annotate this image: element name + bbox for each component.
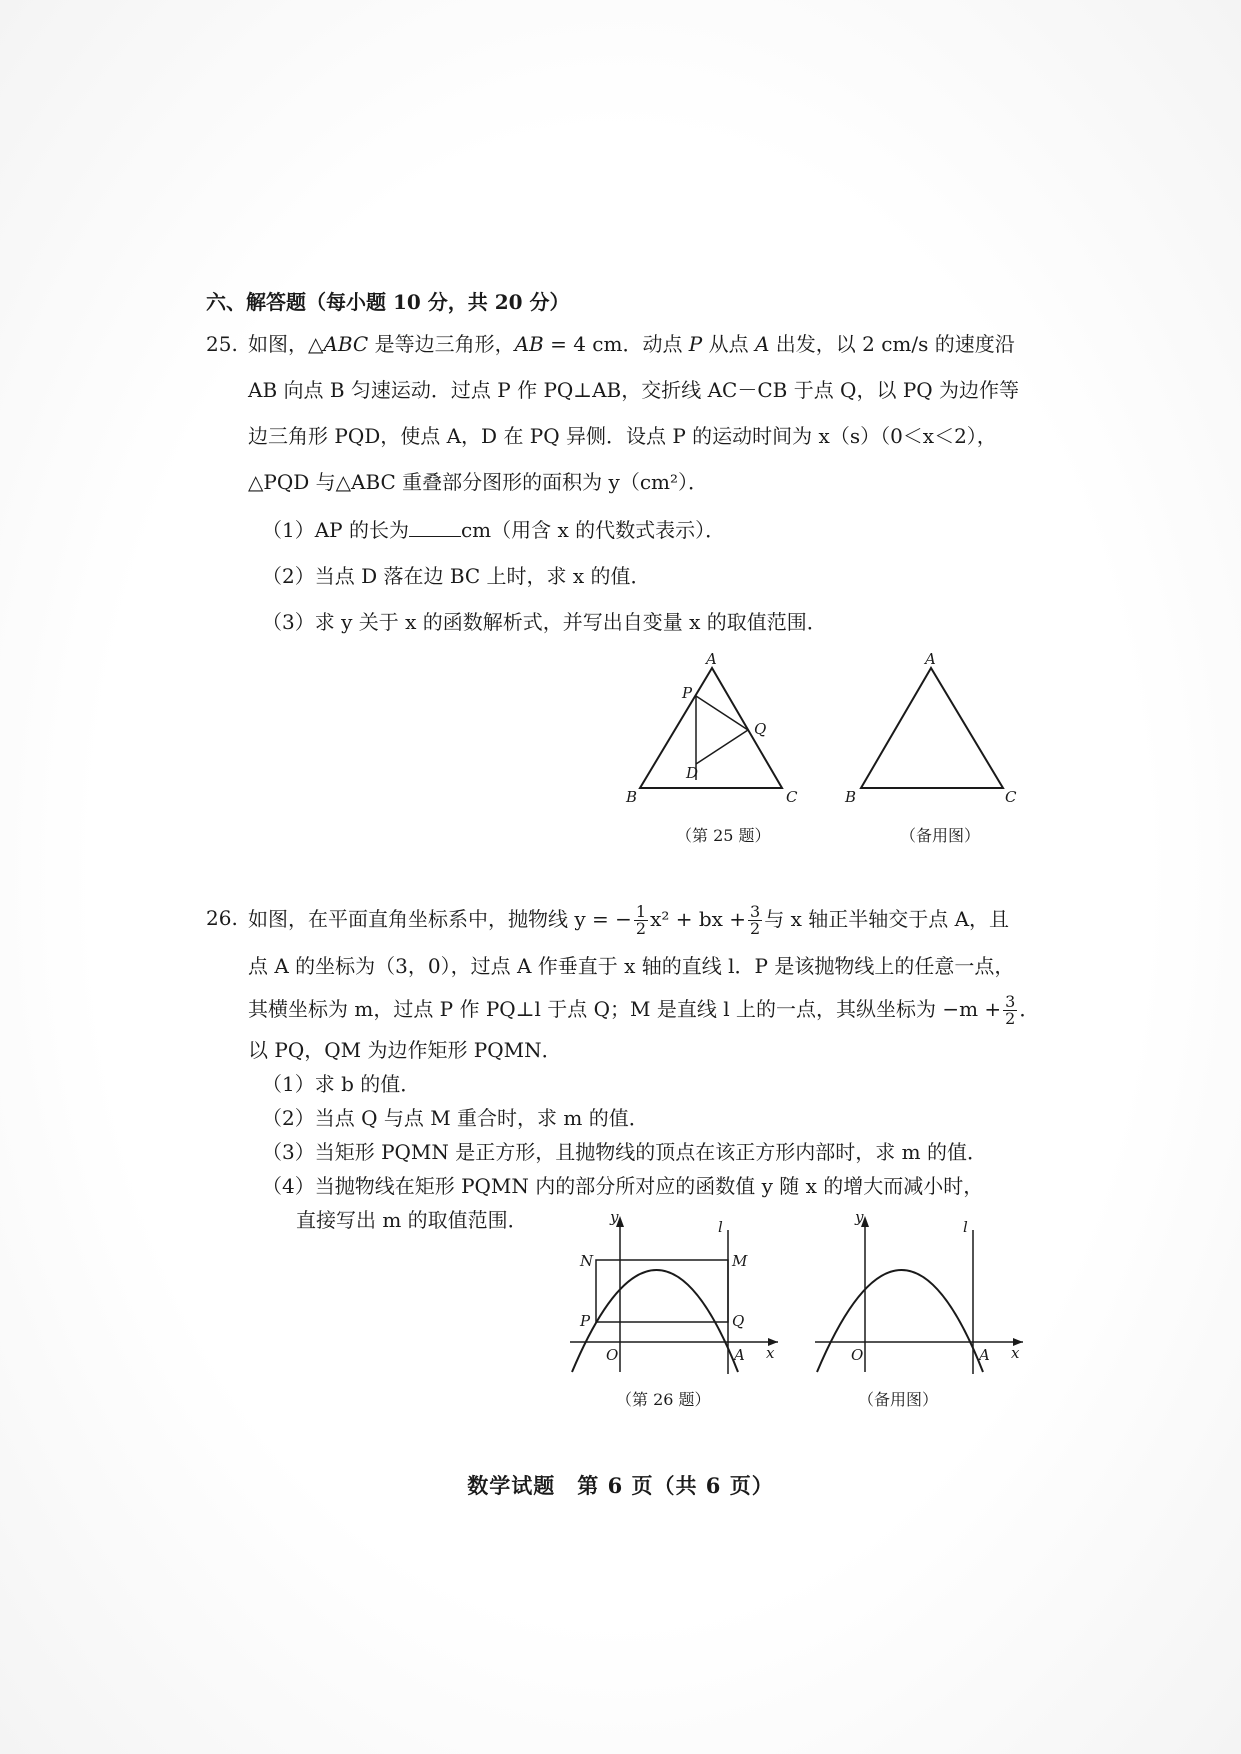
fraction-one-half: $\frac{1}{2}$	[635, 902, 647, 938]
answer-blank[interactable]	[409, 518, 461, 537]
section-title: 六、解答题（每小题 10 分，共 20 分）	[206, 290, 570, 314]
q26-sub-3: （3）当矩形 PQMN 是正方形，且抛物线的顶点在该正方形内部时，求 m 的值．	[262, 1140, 987, 1164]
q26-line-3: 其横坐标为 m，过点 P 作 PQ⊥l 于点 Q；M 是直线 l 上的一点，其纵坐标为 −m + $\frac{3}{2}$ ．	[248, 992, 1040, 1028]
q26-sub-1: （1）求 b 的值．	[262, 1072, 421, 1096]
q26-sub-2: （2）当点 Q 与点 M 重合时，求 m 的值．	[262, 1106, 649, 1130]
q26-label-o: O	[606, 1346, 619, 1364]
q25-label-b: B	[626, 788, 638, 806]
q26-label-x: x	[766, 1344, 775, 1362]
page-footer: 数学试题 第 6 页（共 6 页）	[467, 1473, 774, 1498]
q25-caption-spare: （备用图）	[900, 826, 981, 845]
q25-spare-label-b: B	[845, 788, 857, 806]
q25-figure	[620, 652, 800, 807]
q25-stem-line-2: AB 向点 B 匀速运动．过点 P 作 PQ⊥AB，交折线 AC－CB 于点 Q，以 PQ 为边作等	[248, 378, 1020, 402]
q26-sub-4b: 直接写出 m 的取值范围．	[296, 1208, 528, 1232]
q25-label-d: D	[686, 764, 699, 782]
q25-spare-figure	[835, 652, 1020, 807]
q25-sub-2: （2）当点 D 落在边 BC 上时，求 x 的值．	[262, 564, 651, 588]
q25-label-c: C	[786, 788, 798, 806]
q26-label-q: Q	[732, 1312, 745, 1330]
fraction-three-halves-2: $\frac{3}{2}$	[1005, 992, 1016, 1028]
q26-figure	[560, 1212, 785, 1377]
q26-line-1: 如图，在平面直角坐标系中，抛物线 y = − $\frac{1}{2}$ x² + bx + $\frac{3}{2}$ 与 x 轴正半轴交于点 A，且	[248, 902, 1010, 938]
q26-label-n: N	[580, 1252, 594, 1270]
q26-number: 26.	[206, 906, 238, 930]
q25-number: 25.	[206, 332, 238, 356]
q26-label-m: M	[732, 1252, 748, 1270]
q26-spare-figure	[805, 1212, 1030, 1377]
q26-label-a: A	[734, 1346, 745, 1364]
q25-spare-label-c: C	[1005, 788, 1017, 806]
q26-label-p: P	[580, 1312, 591, 1330]
q25-label-q: Q	[754, 720, 767, 738]
q26-label-y: y	[610, 1212, 619, 1226]
q25-caption-main: （第 25 题）	[676, 826, 771, 845]
q26-label-l: l	[718, 1218, 723, 1236]
q25-label-p: P	[682, 684, 693, 702]
q25-stem-line-3: 边三角形 PQD，使点 A，D 在 PQ 异侧．设点 P 的运动时间为 x（s）（0＜x＜2），	[248, 424, 997, 448]
q26-sub-4a: （4）当抛物线在矩形 PQMN 内的部分所对应的函数值 y 随 x 的增大而减小时，	[262, 1174, 984, 1198]
q25-stem-line-1: 如图，△ABC 是等边三角形，AB = 4 cm．动点 P 从点 A 出发，以 2 cm/s 的速度沿	[248, 332, 1015, 356]
q25-spare-label-a: A	[925, 652, 936, 668]
q26-line-2: 点 A 的坐标为（3，0），过点 A 作垂直于 x 轴的直线 l．P 是该抛物线上的任意一点，	[248, 954, 1015, 978]
q26-spare-label-o: O	[851, 1346, 864, 1364]
q26-spare-label-a: A	[979, 1346, 990, 1364]
q26-spare-label-y: y	[855, 1212, 864, 1226]
q26-spare-label-l: l	[963, 1218, 968, 1236]
q25-stem-line-4: △PQD 与△ABC 重叠部分图形的面积为 y（cm²）．	[248, 470, 709, 494]
q26-caption-main: （第 26 题）	[616, 1390, 711, 1409]
q25-sub-3: （3）求 y 关于 x 的函数解析式，并写出自变量 x 的取值范围．	[262, 610, 827, 634]
q26-caption-spare: （备用图）	[858, 1390, 939, 1409]
q26-line-4: 以 PQ，QM 为边作矩形 PQMN．	[248, 1038, 562, 1062]
fraction-three-halves: $\frac{3}{2}$	[750, 902, 761, 938]
q25-label-a: A	[706, 652, 717, 668]
q26-spare-label-x: x	[1011, 1344, 1020, 1362]
q25-sub-1: （1）AP 的长为 cm（用含 x 的代数式表示）．	[262, 518, 726, 542]
